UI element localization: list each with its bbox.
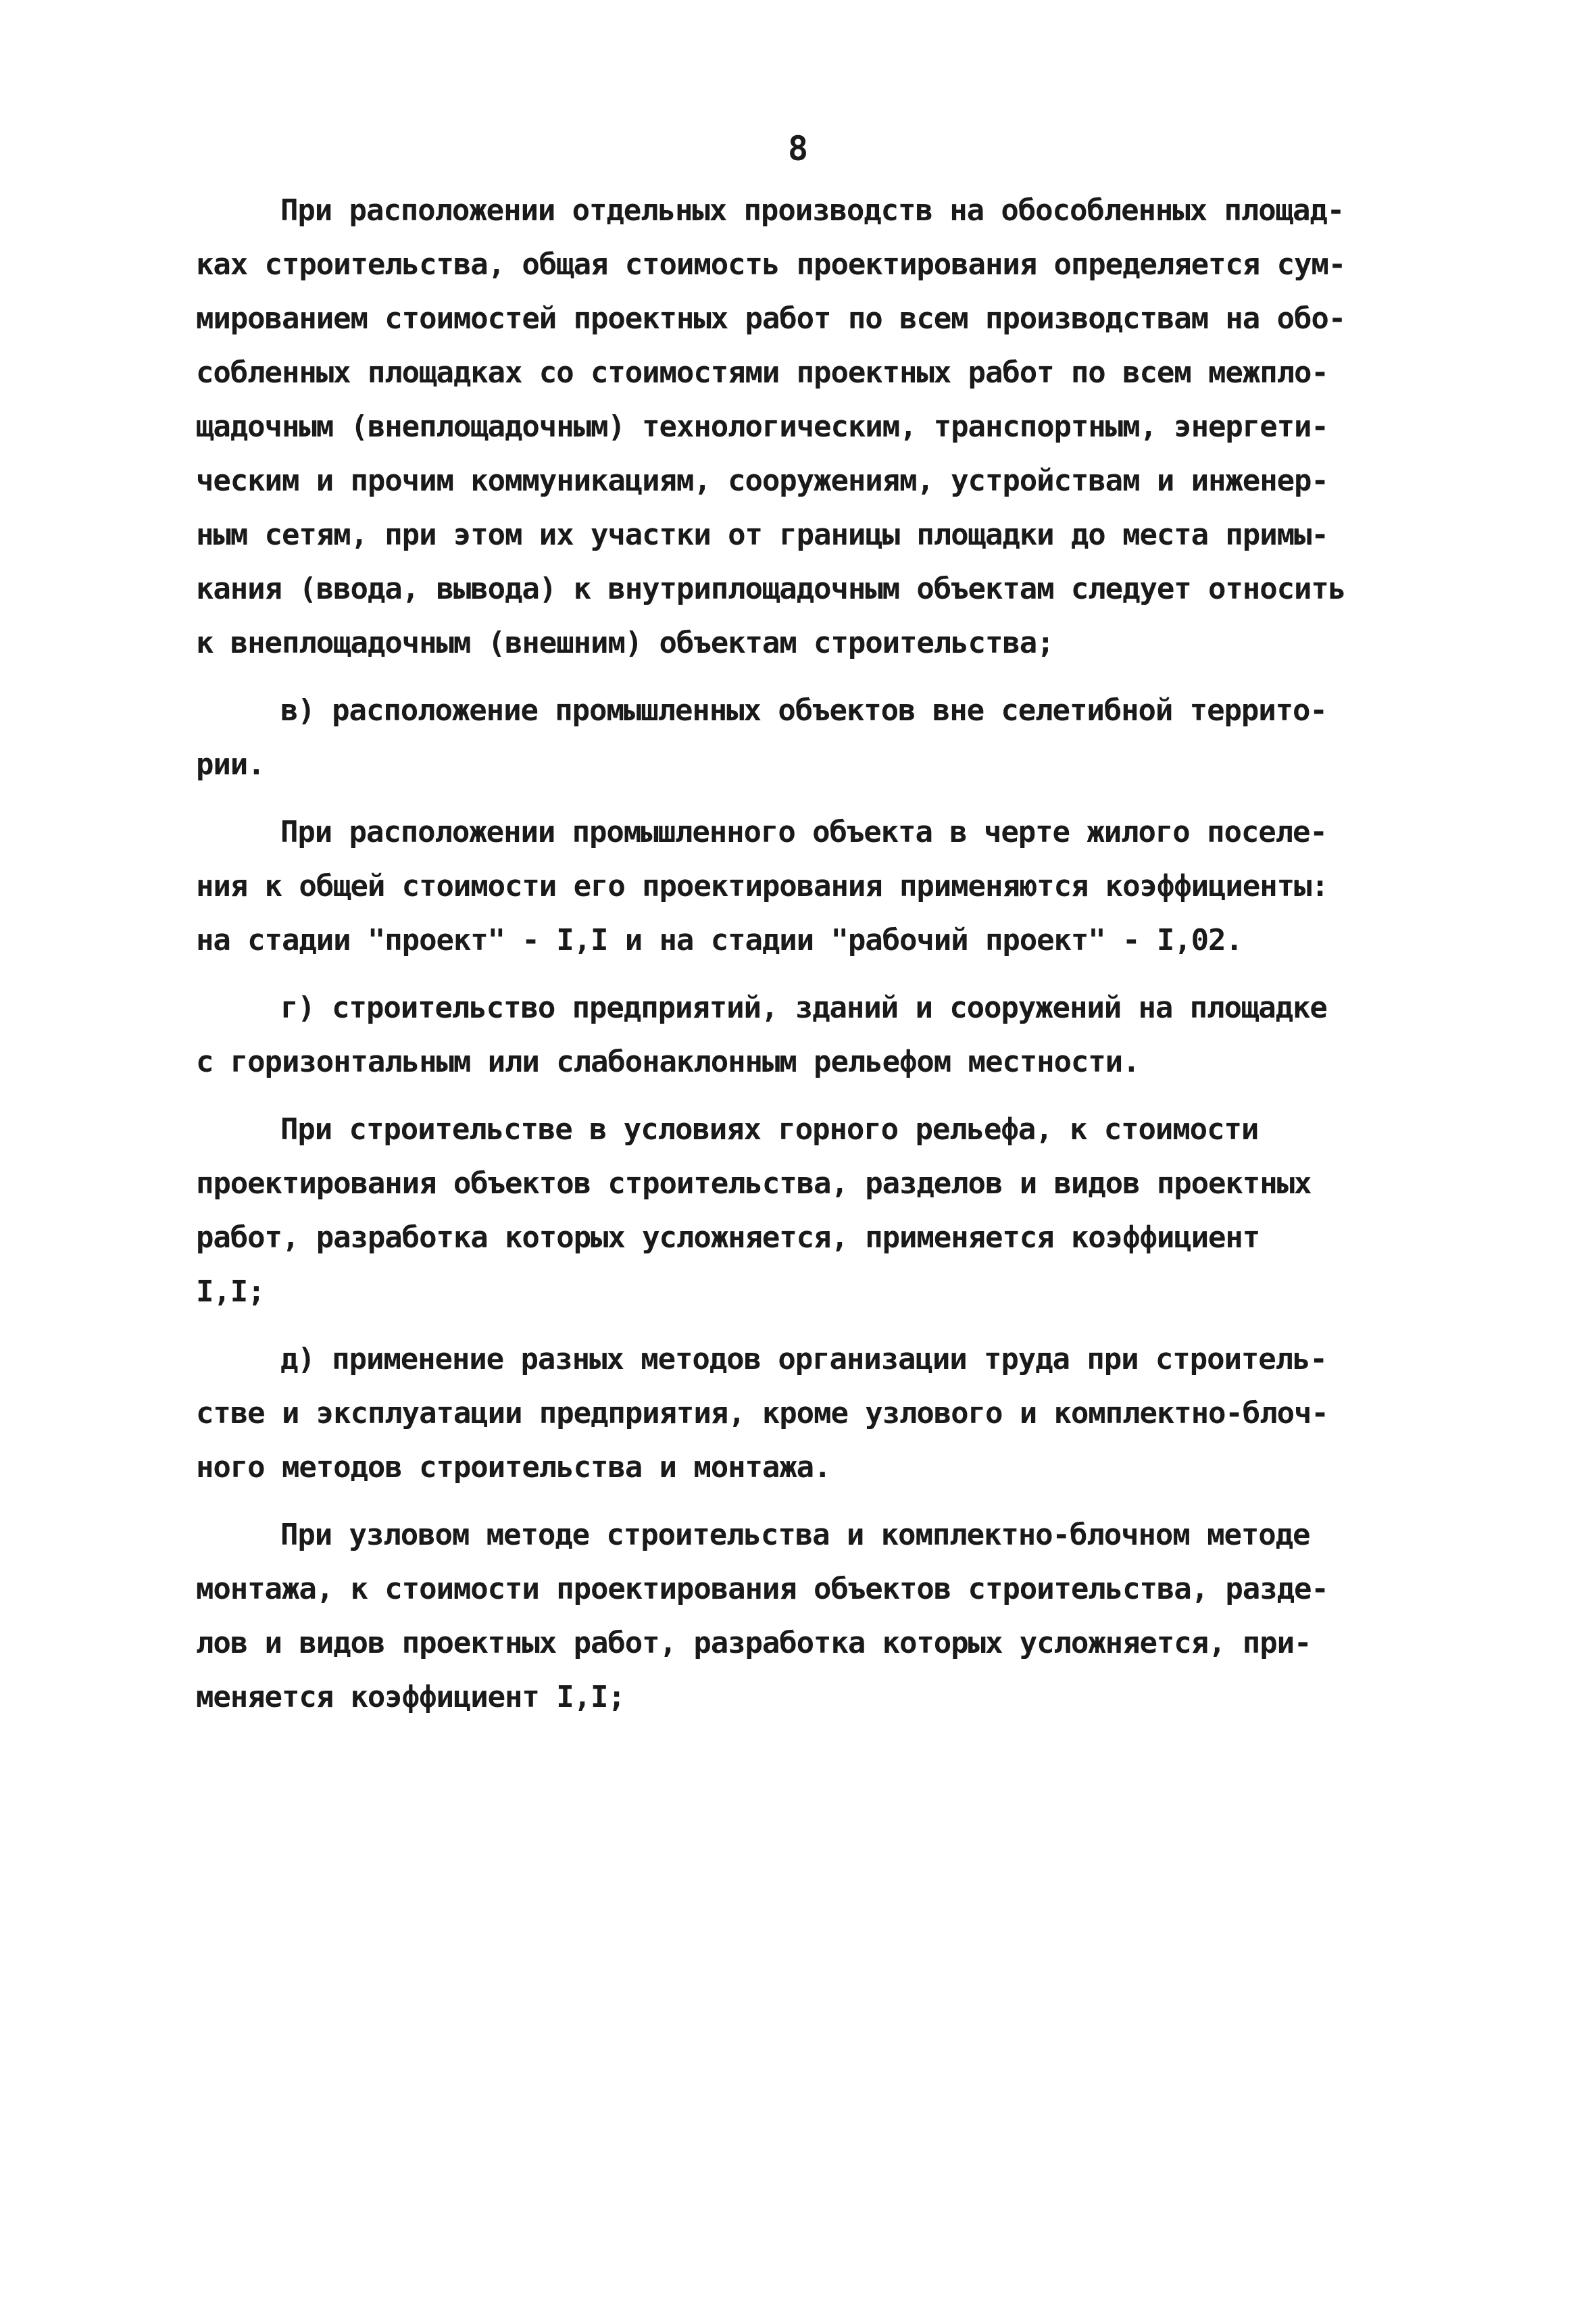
paragraph-mountain-relief <box>196 1103 1405 1319</box>
paragraph-item-d <box>196 1333 1405 1495</box>
paragraph-nodal-method <box>196 1508 1405 1724</box>
text-line: к внеплощадочным (внешним) объектам строительства; <box>196 626 1054 660</box>
text-line: на стадии "проект" - I,I и на стадии "рабочий проект" - I,02. <box>196 923 1243 957</box>
text-line: ным сетям, при этом их участки от границы площадки до места примы- <box>196 518 1328 552</box>
text-line: меняется коэффициент I,I; <box>196 1680 625 1714</box>
text-line: ческим и прочим коммуникациям, сооружениям, устройствам и инженер- <box>196 464 1328 498</box>
paragraph-item-g <box>196 981 1405 1089</box>
text-line: При расположении отдельных производств на обособленных площад- <box>280 193 1345 228</box>
text-line: При узловом методе строительства и комплектно-блочном методе <box>280 1518 1310 1552</box>
text-line: мированием стоимостей проектных работ по всем производствам на обо- <box>196 301 1346 336</box>
text-line: работ, разработка которых усложняется, применяется коэффициент <box>196 1220 1260 1255</box>
paragraph-residential-coefficients <box>196 805 1405 968</box>
text-line: д) применение разных методов организации труда при строитель- <box>280 1342 1327 1376</box>
text-line: монтажа, к стоимости проектирования объектов строительства, разде- <box>196 1572 1328 1606</box>
text-line: ного методов строительства и монтажа. <box>196 1450 831 1485</box>
text-line: рии. <box>196 747 265 782</box>
text-line: стве и эксплуатации предприятия, кроме узлового и комплектно-блоч- <box>196 1396 1328 1430</box>
text-line: I,I; <box>196 1274 265 1309</box>
text-line: ках строительства, общая стоимость проектирования определяется сум- <box>196 247 1346 282</box>
text-line: При строительстве в условиях горного рельефа, к стоимости <box>280 1112 1259 1147</box>
text-line: ния к общей стоимости его проектирования применяются коэффициенты: <box>196 869 1328 903</box>
text-line: При расположении промышленного объекта в черте жилого поселе- <box>280 815 1327 849</box>
paragraph-separate-sites <box>196 184 1405 670</box>
page-number: 8 <box>787 129 809 168</box>
text-line: в) расположение промышленных объектов вне селетибной террито- <box>280 693 1327 728</box>
text-line: с горизонтальным или слабонаклонным рельефом местности. <box>196 1045 1140 1079</box>
text-line: лов и видов проектных работ, разработка которых усложняется, при- <box>196 1626 1312 1660</box>
document-body <box>196 184 1405 1724</box>
paragraph-item-v <box>196 684 1405 792</box>
text-line: собленных площадках со стоимостями проектных работ по всем межпло- <box>196 355 1328 390</box>
text-line: кания (ввода, вывода) к внутриплощадочным объектам следует относить <box>196 572 1346 606</box>
text-line: проектирования объектов строительства, разделов и видов проектных <box>196 1166 1312 1201</box>
text-line: г) строительство предприятий, зданий и сооружений на площадке <box>280 991 1327 1025</box>
text-line: щадочным (внеплощадочным) технологическим, транспортным, энергети- <box>196 409 1328 444</box>
